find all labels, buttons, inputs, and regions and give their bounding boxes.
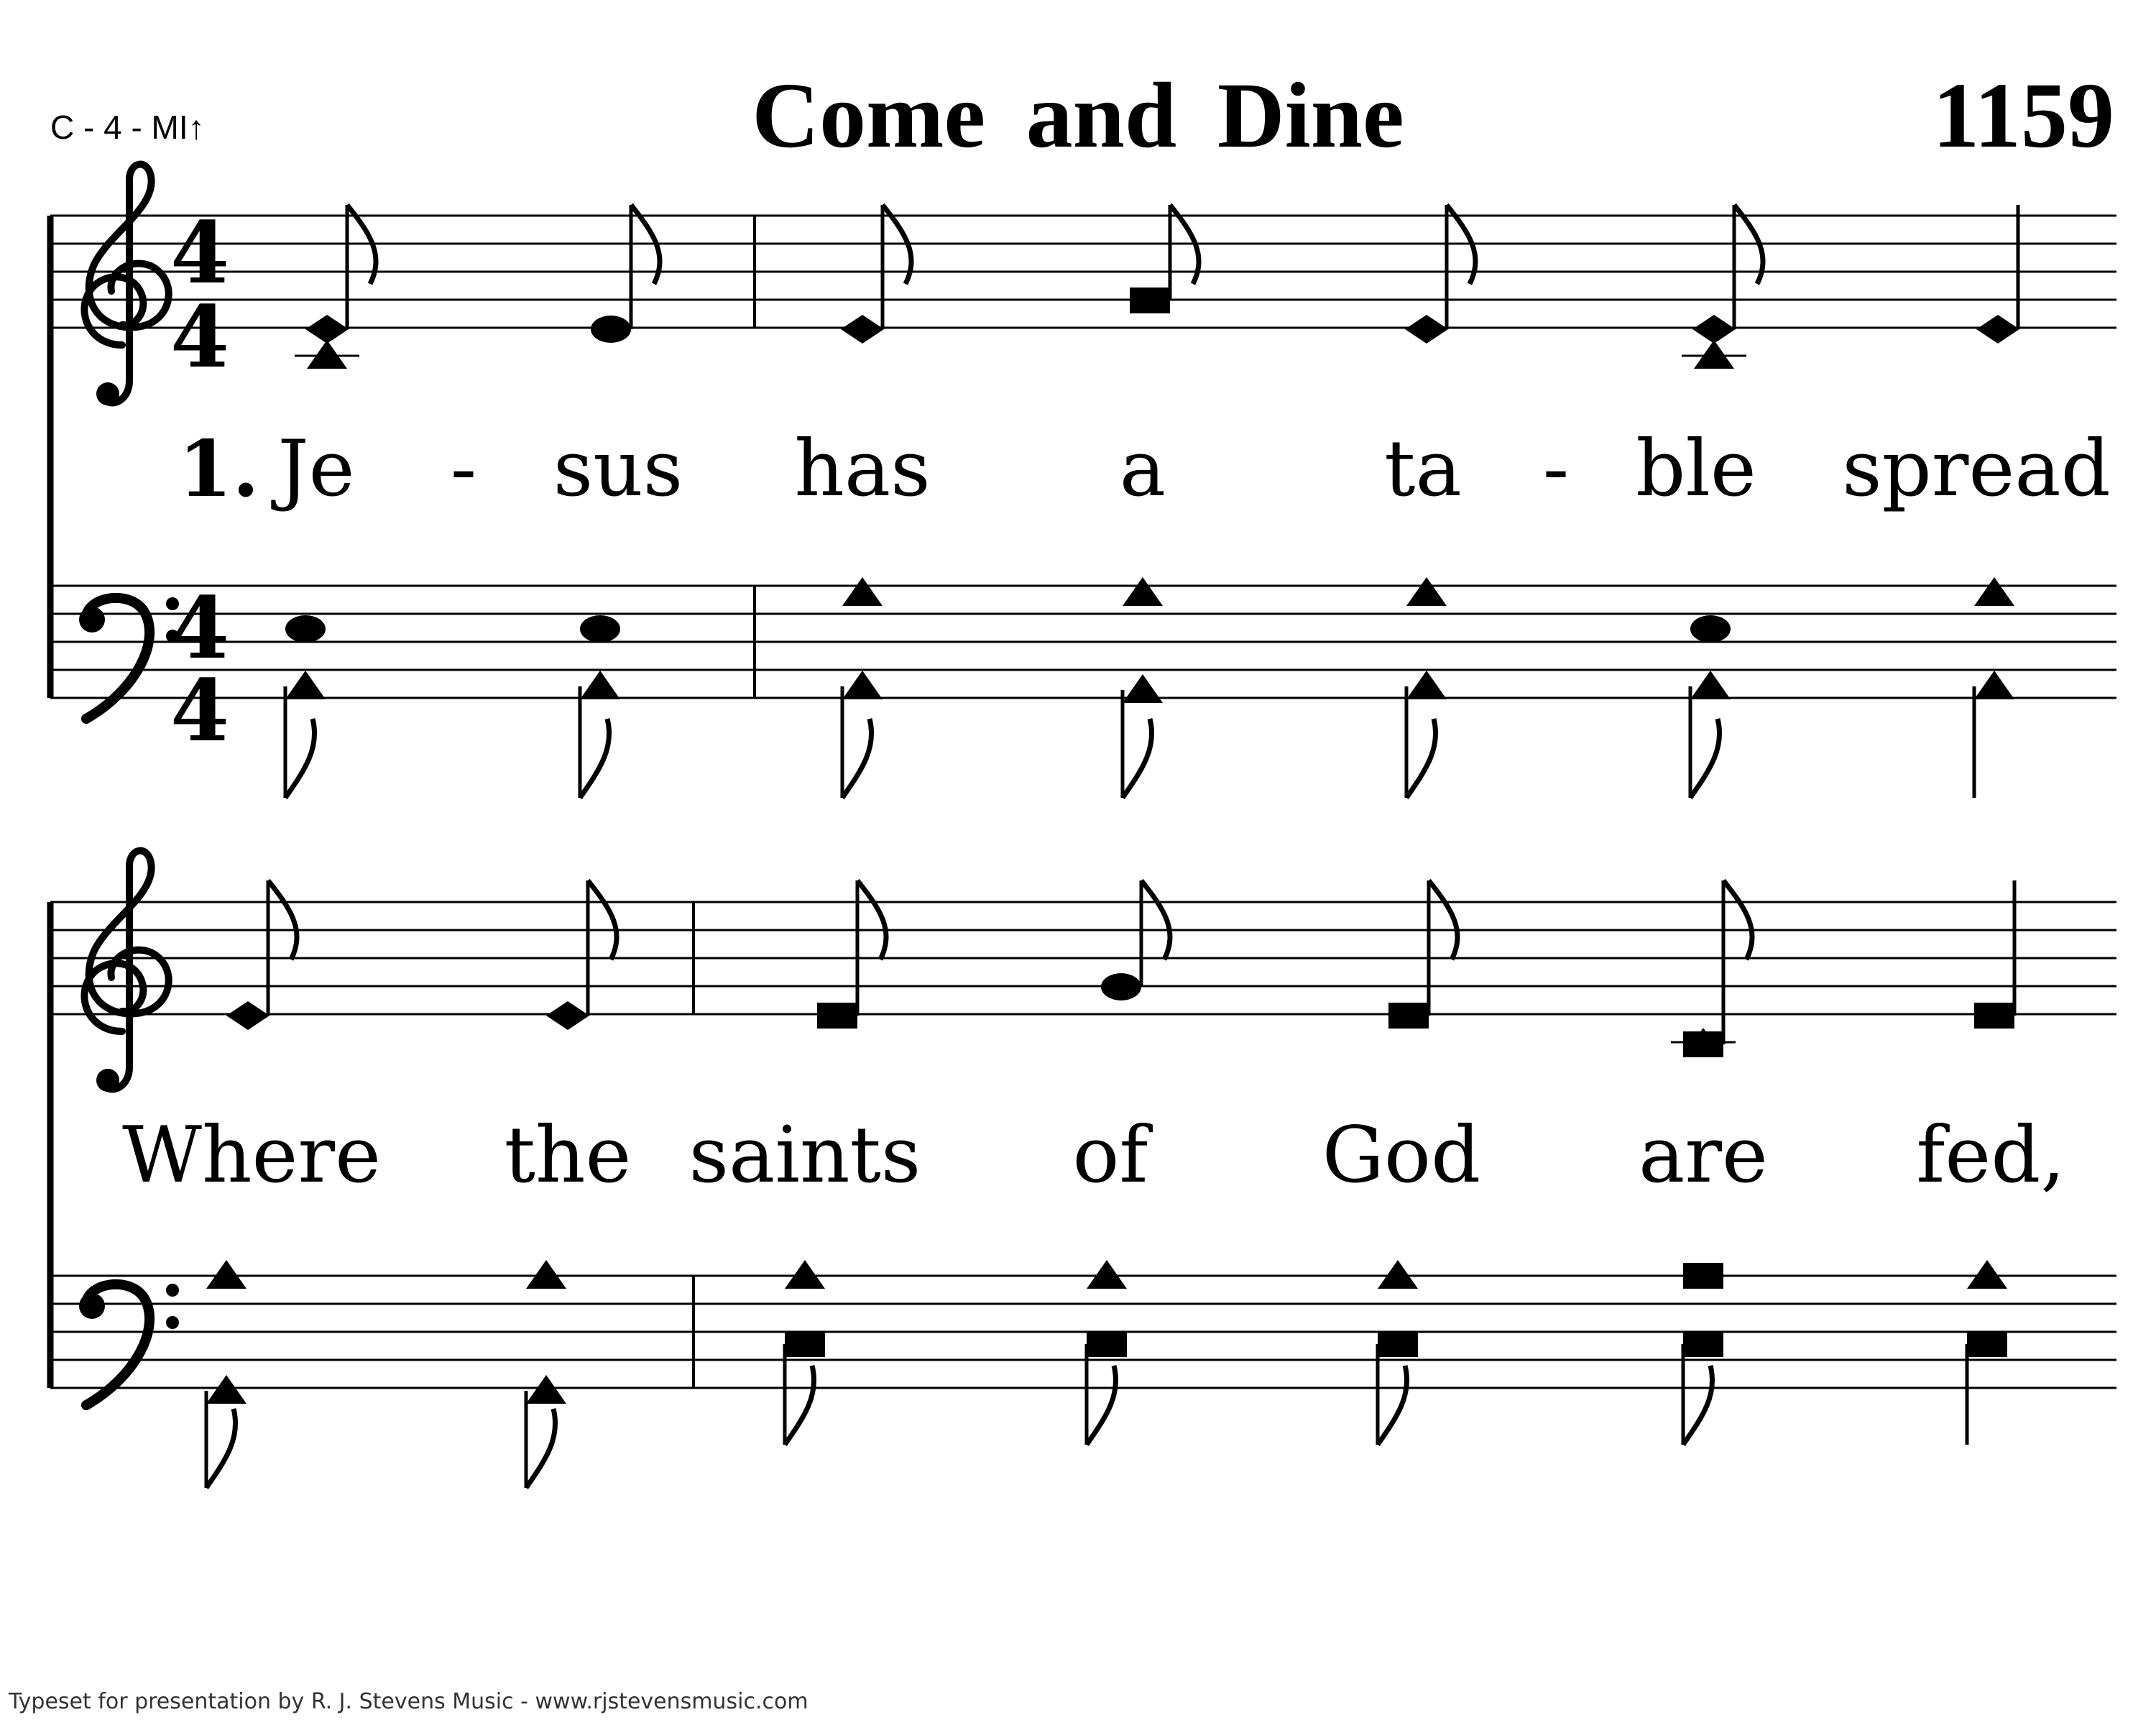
note-flag	[268, 880, 297, 960]
bass-clef-icon	[79, 597, 179, 719]
note-head	[285, 671, 326, 699]
note-flag	[1378, 1366, 1407, 1445]
lyric-hyphen: -	[450, 424, 477, 514]
note-head	[1378, 1331, 1418, 1357]
lyric-syllable: Where	[121, 1110, 382, 1200]
note-head	[1123, 674, 1163, 703]
time-signature-top: 4	[170, 578, 230, 678]
note-flag	[1123, 719, 1152, 798]
time-signature-top: 4	[170, 203, 230, 303]
bass-staff	[50, 586, 2116, 698]
hymn-title: Come and Dine	[752, 64, 1404, 167]
note-head	[842, 671, 883, 699]
note-head	[817, 1003, 857, 1029]
note-head	[1406, 577, 1447, 606]
note-head	[1683, 1331, 1723, 1357]
note-head	[526, 1375, 566, 1404]
note-head	[1123, 577, 1163, 606]
lyric-syllable: spread	[1842, 424, 2111, 514]
note-head	[1101, 973, 1141, 1000]
lyric-syllable: has	[794, 424, 931, 514]
note-flag	[580, 719, 609, 798]
note-head	[1690, 615, 1731, 643]
treble-clef-icon	[84, 851, 168, 1092]
lyric-syllable: fed,	[1916, 1110, 2065, 1200]
treble-clef-icon	[84, 165, 168, 405]
note-head	[1976, 315, 2019, 344]
note-flag	[842, 719, 872, 798]
note-head	[842, 577, 883, 606]
note-flag	[1406, 719, 1436, 798]
note-head	[1130, 288, 1170, 313]
note-flag	[1683, 1366, 1713, 1445]
note-head	[1690, 671, 1731, 699]
note-head	[1388, 1003, 1429, 1029]
note-flag	[588, 880, 617, 960]
lyric-syllable: the	[504, 1110, 632, 1200]
treble-staff	[50, 902, 2116, 1014]
lyric-syllable: ble	[1636, 424, 1756, 514]
note-head	[1692, 315, 1736, 344]
lyric-syllable: saints	[688, 1110, 921, 1200]
note-head	[580, 615, 620, 643]
note-head	[785, 1331, 825, 1357]
notes	[194, 205, 2027, 1488]
note-flag	[285, 719, 315, 798]
bass-staff	[50, 1276, 2116, 1388]
note-head	[1694, 340, 1734, 369]
note-head	[546, 1001, 589, 1030]
note-head	[1087, 1260, 1127, 1289]
note-head	[285, 615, 326, 643]
staff-lines	[50, 216, 2116, 1388]
key-info: C - 4 - MI↑	[50, 109, 205, 146]
note-head	[206, 1375, 247, 1404]
verse-number: 1.	[178, 424, 259, 515]
note-flag	[857, 880, 886, 960]
lyric-syllable: a	[1119, 424, 1166, 514]
note-head	[1087, 1331, 1127, 1357]
lyric-syllable: ta	[1384, 424, 1462, 514]
note-head	[785, 1260, 825, 1289]
lyric-hyphen: -	[1542, 424, 1570, 514]
note-head	[841, 315, 884, 344]
footer-credit: Typeset for presentation by R. J. Stevens Music - www.rjstevensmusic.com	[9, 1689, 808, 1714]
treble-staff	[50, 216, 2116, 328]
note-flag	[785, 1366, 814, 1445]
note-flag	[1723, 880, 1752, 960]
note-head	[1967, 1260, 2007, 1289]
note-head	[226, 1001, 270, 1030]
note-flag	[1141, 880, 1170, 960]
note-head	[1974, 671, 2014, 699]
note-flag	[206, 1409, 236, 1488]
lyric-syllable: are	[1639, 1110, 1768, 1200]
note-head	[1378, 1260, 1418, 1289]
note-head	[591, 316, 631, 343]
lyric-syllable: God	[1322, 1110, 1481, 1200]
note-flag	[1429, 880, 1457, 960]
clefs	[79, 165, 179, 1405]
time-signature-bottom: 4	[170, 287, 230, 387]
time-signature-bottom: 4	[170, 661, 230, 760]
note-head	[1974, 1003, 2014, 1029]
note-head	[1405, 315, 1448, 344]
note-head	[1406, 671, 1447, 699]
note-flag	[1087, 1366, 1116, 1445]
note-head	[305, 315, 349, 344]
note-flag	[1690, 719, 1720, 798]
note-head	[206, 1260, 247, 1289]
note-head	[526, 1260, 566, 1289]
note-head	[307, 340, 347, 369]
hymn-number: 1159	[1932, 64, 2114, 167]
lyric-syllable: of	[1072, 1110, 1148, 1200]
note-head	[1974, 577, 2014, 606]
lyric-syllable: Je	[277, 424, 355, 514]
note-head	[1967, 1331, 2007, 1357]
note-flag	[526, 1409, 556, 1488]
note-head	[580, 671, 620, 699]
lyric-syllable: sus	[553, 424, 683, 514]
